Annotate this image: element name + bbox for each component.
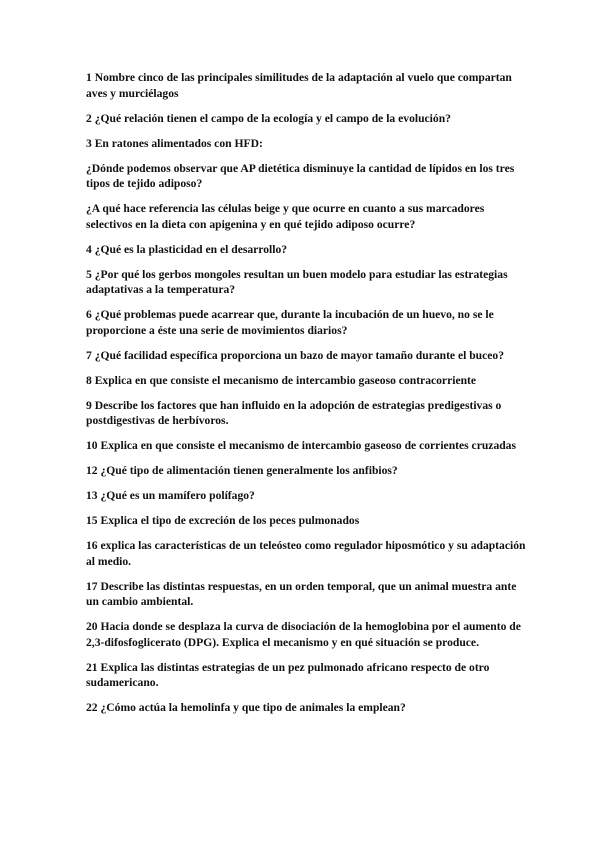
question-list	[86, 70, 526, 725]
question-item: 10 Explica en que consiste el mecanismo de intercambio gaseoso de corrientes cruzadas	[86, 439, 516, 452]
question-item: 16 explica las características de un teleósteo como regulador hiposmótico y su adaptación al medio.	[86, 539, 526, 568]
question-item: 3 En ratones alimentados con HFD:	[86, 136, 263, 150]
question-item: 21 Explica las distintas estrategias de un pez pulmonado africano respecto de otro sudamericano.	[86, 660, 490, 689]
question-item: 6 ¿Qué problemas puede acarrear que, durante la incubación de un huevo, no se le proporcione a éste una serie de movimientos diarios?	[86, 308, 494, 337]
question-item: 7 ¿Qué facilidad específica proporciona un bazo de mayor tamaño durante el buceo?	[86, 348, 505, 362]
question-item: 1 Nombre cinco de las principales similitudes de la adaptación al vuelo que compartan aves y murciélagos	[86, 71, 512, 100]
question-item: 2 ¿Qué relación tienen el campo de la ecología y el campo de la evolución?	[86, 111, 451, 125]
question-item: 17 Describe las distintas respuestas, en un orden temporal, que un animal muestra ante un cambio ambiental.	[86, 579, 517, 608]
question-item: ¿Dónde podemos observar que AP dietética disminuye la cantidad de lípidos en los tres tipos de tejido adiposo?	[86, 161, 515, 190]
question-item: ¿A qué hace referencia las células beige y que ocurre en cuanto a sus marcadores selectivos en la dieta con apigenina y en qué tejido adiposo ocurre?	[86, 202, 485, 231]
question-item: 13 ¿Qué es un mamífero polífago?	[86, 489, 255, 502]
question-item: 5 ¿Por qué los gerbos mongoles resultan un buen modelo para estudiar las estrategias adaptativas a la temperatura?	[86, 267, 508, 296]
question-item: 15 Explica el tipo de excreción de los peces pulmonados	[86, 514, 360, 527]
question-item: 8 Explica en que consiste el mecanismo de intercambio gaseoso contracorriente	[86, 373, 477, 387]
question-item: 20 Hacia donde se desplaza la curva de disociación de la hemoglobina por el aumento de 2,3-difosfoglicerato (DPG). Explica el mecanismo y en qué situación se produce.	[86, 620, 521, 649]
question-item: 4 ¿Qué es la plasticidad en el desarrollo?	[86, 242, 288, 256]
question-item: 9 Describe los factores que han influido en la adopción de estrategias predigestivas o postdigestivas de herbívoros.	[86, 398, 502, 427]
question-item: 22 ¿Cómo actúa la hemolinfa y que tipo de animales la emplean?	[86, 701, 406, 714]
question-item: 12 ¿Qué tipo de alimentación tienen generalmente los anfibios?	[86, 464, 398, 477]
